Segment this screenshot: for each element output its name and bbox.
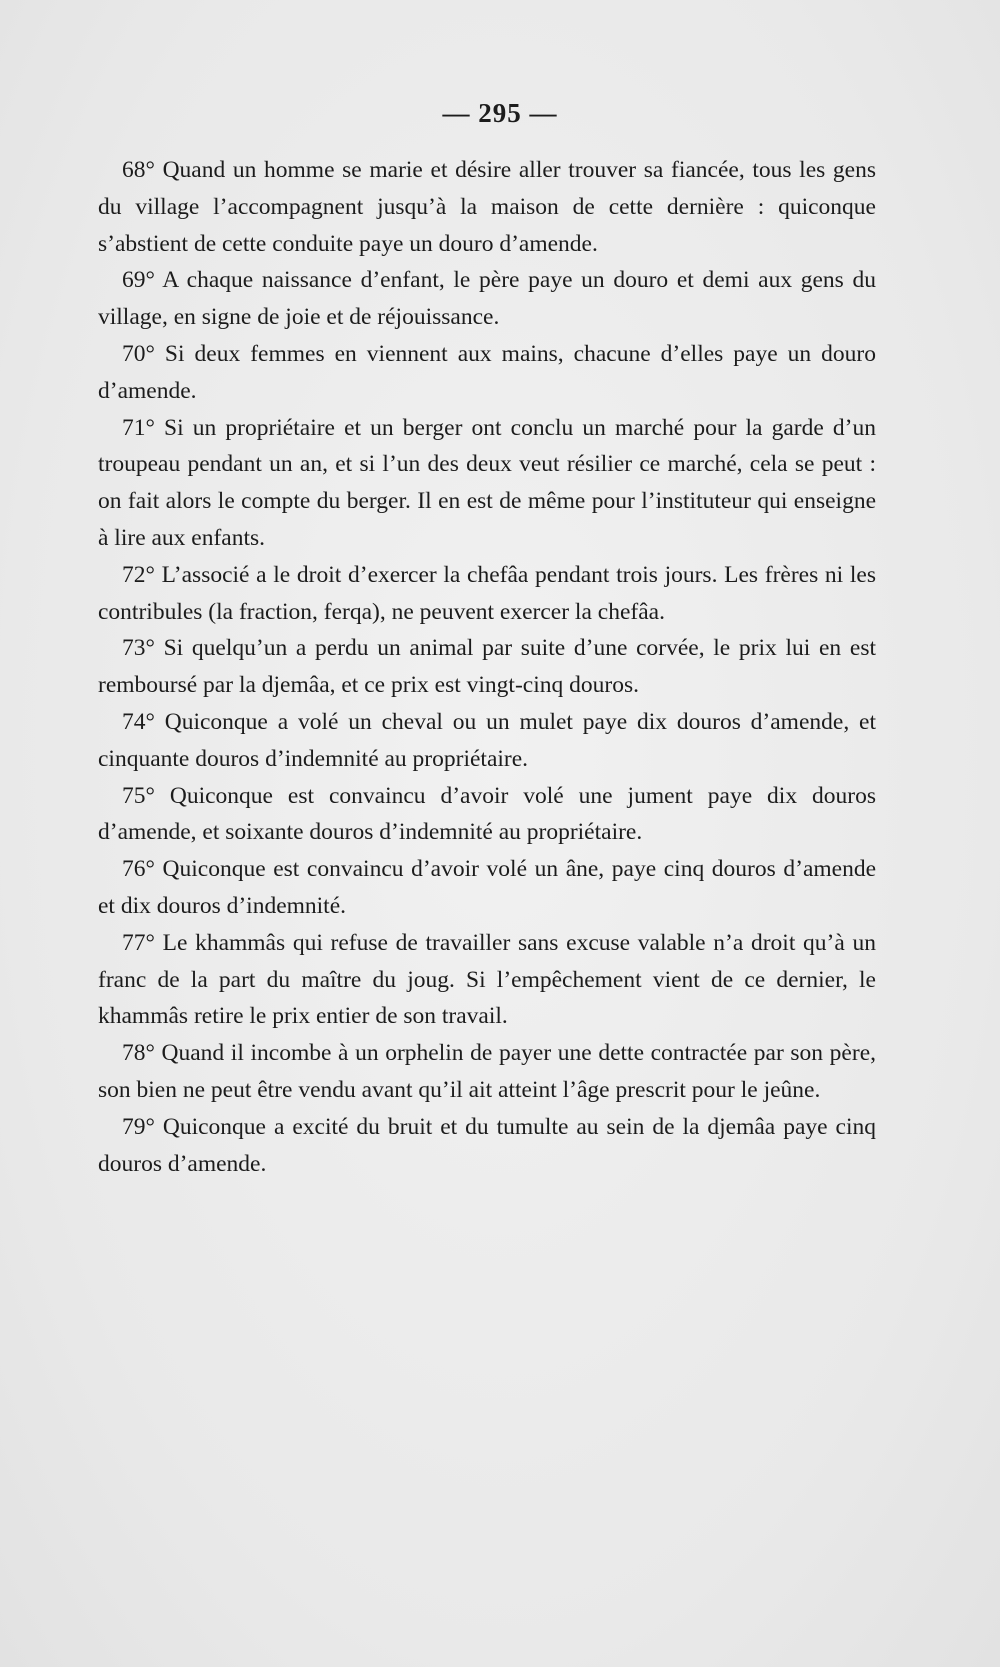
article-76 — [98, 851, 876, 925]
article-78 — [98, 1035, 876, 1109]
article-text: Quiconque a excité du bruit et du tumulte au sein de la djemâa paye cinq douros d’amende. — [98, 1113, 876, 1177]
article-text: Quiconque est convaincu d’avoir volé un âne, paye cinq douros d’amende et dix douros d’indemnité. — [98, 856, 877, 919]
article-number: 76° — [122, 856, 155, 883]
article-text: L’associé a le droit d’exercer la chefâa pendant trois jours. Les frères ni les contribules (la fraction, ferqa), ne peuvent exercer la chefâa. — [98, 561, 876, 625]
article-text: Si un propriétaire et un berger ont conclu un marché pour la garde d’un troupeau pendant un an, et si l’un des deux veut résilier ce marché, cela se peut : on fait alors le compte du berger. Il en est de même pour l’instituteur qui enseigne à lire aux enfants. — [98, 414, 876, 551]
article-number: 77° — [122, 929, 155, 956]
article-text: Quiconque a volé un cheval ou un mulet paye dix douros d’amende, et cinquante douros d’indemnité au propriétaire. — [98, 708, 876, 772]
article-number: 75° — [122, 782, 155, 809]
body-text — [98, 152, 876, 1182]
page-number: — 295 — — [442, 98, 558, 128]
article-71 — [98, 410, 876, 557]
article-72 — [98, 557, 876, 631]
article-number: 70° — [122, 340, 155, 367]
article-79 — [98, 1109, 876, 1183]
article-text: Le khammâs qui refuse de travailler sans excuse valable n’a droit qu’à un franc de la part du maître du joug. Si l’empêchement vient de ce dernier, le khammâs retire le prix entier de son travail. — [98, 929, 876, 1030]
article-73 — [98, 630, 876, 704]
article-number: 78° — [122, 1040, 155, 1067]
article-text: A chaque naissance d’enfant, le père paye un douro et demi aux gens du village, en signe de joie et de réjouissance. — [98, 267, 876, 331]
article-number: 72° — [122, 561, 155, 588]
article-text: Si deux femmes en viennent aux mains, chacune d’elles paye un douro d’amende. — [98, 340, 876, 404]
article-text: Quand un homme se marie et désire aller trouver sa fiancée, tous les gens du village l’accompagnent jusqu’à la maison de cette dernière : quiconque s’abstient de cette conduite paye un douro d’amende. — [98, 157, 876, 257]
article-number: 73° — [122, 635, 155, 662]
article-74 — [98, 704, 876, 778]
article-75 — [98, 778, 876, 852]
article-69 — [98, 262, 876, 336]
article-text: Si quelqu’un a perdu un animal par suite d’une corvée, le prix lui en est remboursé par la djemâa, et ce prix est vingt-cinq douros. — [98, 635, 876, 699]
article-text: Quand il incombe à un orphelin de payer une dette contractée par son père, son bien ne peut être vendu avant qu’il ait atteint l’âge prescrit pour le jeûne. — [98, 1040, 876, 1103]
article-number: 79° — [122, 1113, 155, 1140]
article-number: 68° — [122, 157, 155, 183]
article-70 — [98, 336, 876, 410]
article-number: 69° — [122, 267, 155, 294]
article-77 — [98, 925, 876, 1035]
article-number: 71° — [122, 414, 155, 441]
article-text: Quiconque est convaincu d’avoir volé une jument paye dix douros d’amende, et soixante douros d’indemnité au propriétaire. — [98, 782, 877, 846]
article-68 — [98, 152, 876, 262]
article-number: 74° — [122, 708, 155, 735]
